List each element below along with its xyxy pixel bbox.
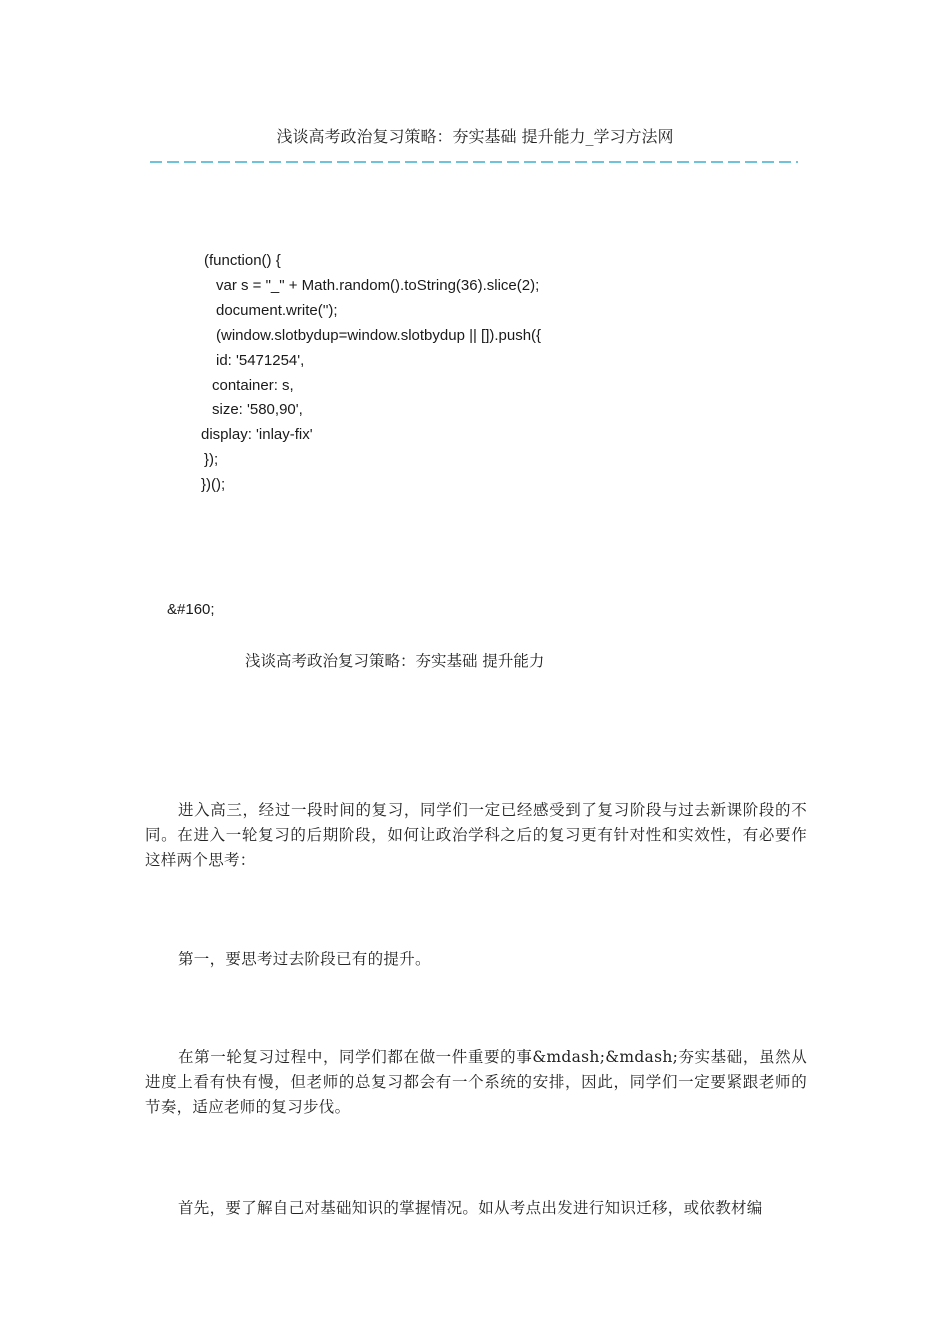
code-line: id: '5471254', bbox=[216, 352, 305, 369]
code-line: size: '580,90', bbox=[212, 401, 303, 418]
article-subtitle: 浅谈高考政治复习策略：夯实基础 提升能力 bbox=[245, 652, 545, 670]
title-dashed-rule bbox=[150, 161, 798, 163]
code-line: display: 'inlay-fix' bbox=[201, 426, 313, 443]
paragraph: 首先，要了解自己对基础知识的掌握情况。如从考点出发进行知识迁移，或依教材编 bbox=[178, 1199, 763, 1217]
code-line: })(); bbox=[201, 476, 226, 493]
document-title: 浅谈高考政治复习策略：夯实基础 提升能力_学习方法网 bbox=[276, 127, 674, 146]
code-line: (window.slotbydup=window.slotbydup || []).push({ bbox=[216, 327, 542, 344]
code-line: container: s, bbox=[212, 377, 294, 394]
code-line: var s = "_" + Math.random().toString(36).slice(2); bbox=[216, 277, 540, 294]
code-line: (function() { bbox=[204, 252, 281, 269]
paragraph: 在第一轮复习过程中，同学们都在做一件重要的事&mdash;&mdash;夯实基础，虽然从进度上看有快有慢，但老师的总复习都会有一个系统的安排，因此，同学们一定要紧跟老师的节奏，适应老师的复习步伐。 bbox=[145, 1048, 807, 1116]
code-line: document.write(''); bbox=[216, 302, 338, 319]
code-line: }); bbox=[204, 451, 219, 468]
paragraph: 进入高三，经过一段时间的复习，同学们一定已经感受到了复习阶段与过去新课阶段的不同。在进入一轮复习的后期阶段，如何让政治学科之后的复习更有针对性和实效性，有必要作这样两个思考： bbox=[145, 801, 807, 869]
paragraph: 第一，要思考过去阶段已有的提升。 bbox=[178, 950, 431, 968]
entity-text: &#160; bbox=[167, 601, 215, 618]
